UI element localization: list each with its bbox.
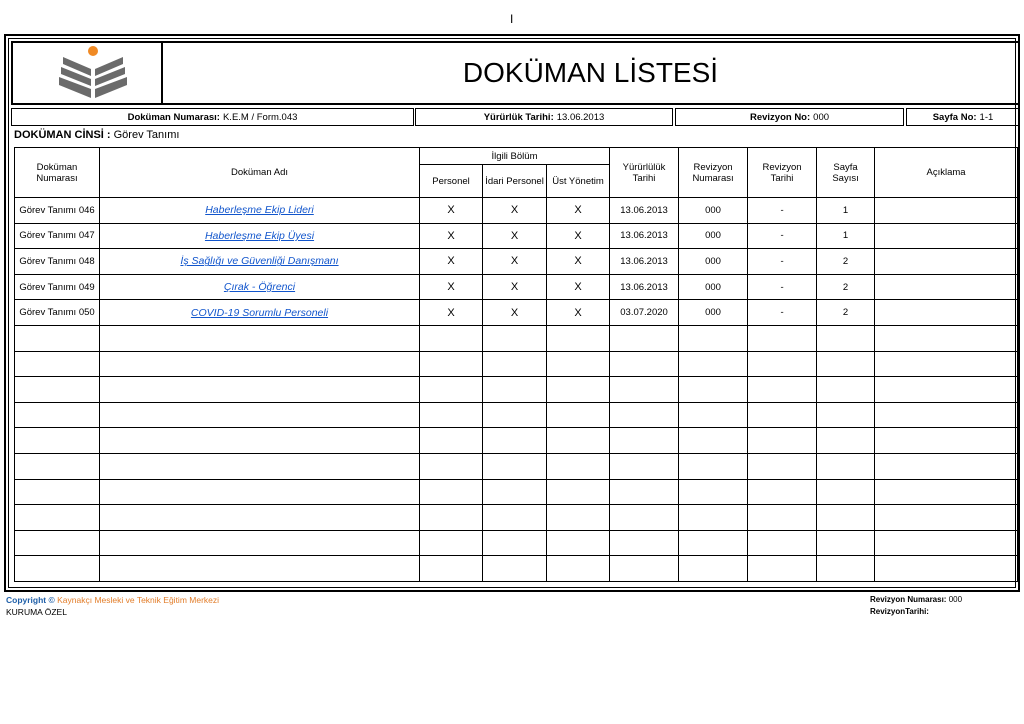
effective-date-cell: 13.06.2013 bbox=[610, 223, 679, 249]
empty-cell bbox=[15, 505, 100, 531]
empty-cell bbox=[817, 505, 875, 531]
empty-cell bbox=[100, 453, 420, 479]
empty-cell bbox=[420, 428, 483, 454]
empty-cell bbox=[483, 402, 547, 428]
pages-cell: 2 bbox=[817, 300, 875, 326]
empty-cell bbox=[547, 402, 610, 428]
empty-cell bbox=[748, 351, 817, 377]
empty-cell bbox=[483, 556, 547, 582]
footer-rev-no-value: 000 bbox=[948, 595, 963, 604]
empty-cell bbox=[610, 556, 679, 582]
empty-cell bbox=[483, 505, 547, 531]
empty-cell bbox=[420, 556, 483, 582]
empty-cell bbox=[610, 428, 679, 454]
empty-cell bbox=[817, 556, 875, 582]
rev-no-cell: 000 bbox=[679, 223, 748, 249]
col-related: İlgili Bölüm bbox=[420, 148, 610, 165]
pages-cell: 2 bbox=[817, 249, 875, 275]
effective-date-box bbox=[415, 108, 673, 126]
empty-cell bbox=[483, 530, 547, 556]
empty-cell bbox=[875, 556, 1018, 582]
effective-date-cell: 13.06.2013 bbox=[610, 198, 679, 224]
empty-row bbox=[15, 325, 1018, 351]
empty-cell bbox=[610, 402, 679, 428]
revision-box bbox=[675, 108, 904, 126]
empty-cell bbox=[748, 453, 817, 479]
rev-no-cell: 000 bbox=[679, 274, 748, 300]
empty-cell bbox=[679, 505, 748, 531]
rev-no-cell: 000 bbox=[679, 249, 748, 275]
doc-name-cell bbox=[100, 249, 420, 275]
notes-cell bbox=[875, 249, 1018, 275]
top-mark: I bbox=[510, 12, 514, 26]
empty-cell bbox=[875, 530, 1018, 556]
org-name: Kaynakçı Mesleki ve Teknik Eğitim Merkezi bbox=[57, 595, 220, 605]
empty-cell bbox=[875, 453, 1018, 479]
revision-label: Revizyon No: bbox=[749, 111, 811, 123]
empty-cell bbox=[748, 530, 817, 556]
empty-cell bbox=[748, 402, 817, 428]
empty-cell bbox=[875, 325, 1018, 351]
empty-cell bbox=[15, 402, 100, 428]
empty-row bbox=[15, 530, 1018, 556]
empty-cell bbox=[100, 377, 420, 403]
empty-cell bbox=[610, 505, 679, 531]
header-row bbox=[11, 41, 1020, 105]
footer-rev-date-label: RevizyonTarihi: bbox=[870, 607, 929, 616]
footer-right bbox=[870, 594, 962, 618]
rev-date-cell: - bbox=[748, 223, 817, 249]
empty-row bbox=[15, 556, 1018, 582]
empty-cell bbox=[15, 351, 100, 377]
pages-cell: 2 bbox=[817, 274, 875, 300]
empty-row bbox=[15, 479, 1018, 505]
empty-cell bbox=[100, 325, 420, 351]
empty-cell bbox=[483, 325, 547, 351]
empty-cell bbox=[817, 428, 875, 454]
footer-left bbox=[6, 594, 219, 618]
pages-cell: 1 bbox=[817, 198, 875, 224]
footer-rev-no-label: Revizyon Numarası: bbox=[870, 595, 947, 604]
col-doc-name: Doküman Adı bbox=[100, 148, 420, 198]
empty-cell bbox=[679, 556, 748, 582]
empty-cell bbox=[817, 377, 875, 403]
effective-date-label: Yürürlük Tarihi: bbox=[483, 111, 554, 123]
ust-cell: X bbox=[547, 249, 610, 275]
empty-cell bbox=[15, 453, 100, 479]
col-doc-no: Doküman Numarası bbox=[15, 148, 100, 198]
empty-cell bbox=[420, 453, 483, 479]
empty-cell bbox=[483, 351, 547, 377]
personel-cell: X bbox=[420, 223, 483, 249]
personel-cell: X bbox=[420, 198, 483, 224]
idari-cell: X bbox=[483, 223, 547, 249]
empty-cell bbox=[547, 453, 610, 479]
empty-cell bbox=[547, 556, 610, 582]
empty-cell bbox=[547, 325, 610, 351]
effective-date-cell: 13.06.2013 bbox=[610, 274, 679, 300]
book-stack-logo-icon bbox=[13, 43, 159, 103]
ust-cell: X bbox=[547, 300, 610, 326]
doc-link[interactable]: Haberleşme Ekip Üyesi bbox=[204, 229, 315, 242]
table-row bbox=[15, 249, 1018, 275]
empty-cell bbox=[610, 325, 679, 351]
page-number-label: Sayfa No: bbox=[932, 111, 977, 123]
empty-cell bbox=[875, 377, 1018, 403]
empty-cell bbox=[420, 325, 483, 351]
ust-cell: X bbox=[547, 198, 610, 224]
empty-cell bbox=[875, 428, 1018, 454]
doc-number-cell: Görev Tanımı 046 bbox=[15, 198, 100, 224]
empty-cell bbox=[547, 351, 610, 377]
notes-cell bbox=[875, 223, 1018, 249]
empty-cell bbox=[875, 351, 1018, 377]
pages-cell: 1 bbox=[817, 223, 875, 249]
empty-cell bbox=[679, 351, 748, 377]
empty-cell bbox=[679, 377, 748, 403]
doc-type bbox=[14, 129, 179, 141]
empty-cell bbox=[610, 453, 679, 479]
doc-number-cell: Görev Tanımı 050 bbox=[15, 300, 100, 326]
empty-cell bbox=[420, 479, 483, 505]
col-effective: Yürürlülük Tarihi bbox=[610, 148, 679, 198]
empty-cell bbox=[610, 351, 679, 377]
empty-cell bbox=[610, 377, 679, 403]
rev-date-cell: - bbox=[748, 300, 817, 326]
doc-link[interactable]: Çırak - Öğrenci bbox=[223, 281, 296, 294]
document-table bbox=[14, 147, 1018, 582]
empty-cell bbox=[420, 377, 483, 403]
idari-cell: X bbox=[483, 249, 547, 275]
empty-cell bbox=[15, 530, 100, 556]
empty-row bbox=[15, 351, 1018, 377]
empty-cell bbox=[483, 479, 547, 505]
ust-cell: X bbox=[547, 274, 610, 300]
col-pages: Sayfa Sayısı bbox=[817, 148, 875, 198]
empty-cell bbox=[875, 479, 1018, 505]
ust-cell: X bbox=[547, 223, 610, 249]
doc-number-box bbox=[11, 108, 414, 126]
empty-cell bbox=[15, 325, 100, 351]
col-idari: İdari Personel bbox=[483, 165, 547, 198]
doc-name-cell bbox=[100, 198, 420, 224]
meta-row bbox=[11, 108, 1020, 126]
empty-cell bbox=[100, 351, 420, 377]
empty-cell bbox=[817, 453, 875, 479]
empty-cell bbox=[679, 453, 748, 479]
doc-type-label: DOKÜMAN CİNSİ : bbox=[14, 129, 111, 141]
empty-cell bbox=[420, 505, 483, 531]
empty-cell bbox=[15, 377, 100, 403]
notes-cell bbox=[875, 300, 1018, 326]
doc-name-cell bbox=[100, 274, 420, 300]
page-number-value: 1-1 bbox=[979, 111, 994, 123]
table-row bbox=[15, 300, 1018, 326]
empty-cell bbox=[748, 505, 817, 531]
empty-cell bbox=[748, 428, 817, 454]
table-row bbox=[15, 223, 1018, 249]
empty-cell bbox=[679, 428, 748, 454]
logo-cell bbox=[13, 43, 163, 103]
empty-cell bbox=[547, 377, 610, 403]
personel-cell: X bbox=[420, 300, 483, 326]
doc-name-cell bbox=[100, 300, 420, 326]
doc-link[interactable]: İş Sağlığı ve Güvenliği Danışmanı bbox=[180, 255, 339, 268]
empty-cell bbox=[15, 479, 100, 505]
empty-cell bbox=[817, 351, 875, 377]
empty-cell bbox=[100, 556, 420, 582]
document-frame bbox=[4, 34, 1020, 592]
notes-cell bbox=[875, 274, 1018, 300]
idari-cell: X bbox=[483, 274, 547, 300]
col-personel: Personel bbox=[420, 165, 483, 198]
empty-cell bbox=[679, 479, 748, 505]
table-body bbox=[15, 198, 1018, 582]
idari-cell: X bbox=[483, 300, 547, 326]
table-row bbox=[15, 198, 1018, 224]
col-notes: Açıklama bbox=[875, 148, 1018, 198]
empty-cell bbox=[100, 505, 420, 531]
empty-cell bbox=[547, 530, 610, 556]
doc-number-label: Doküman Numarası: bbox=[127, 111, 220, 123]
doc-number-cell: Görev Tanımı 047 bbox=[15, 223, 100, 249]
empty-cell bbox=[100, 479, 420, 505]
empty-cell bbox=[817, 479, 875, 505]
col-rev-date: Revizyon Tarihi bbox=[748, 148, 817, 198]
empty-cell bbox=[483, 377, 547, 403]
empty-row bbox=[15, 428, 1018, 454]
rev-no-cell: 000 bbox=[679, 198, 748, 224]
private-label: KURUMA ÖZEL bbox=[6, 607, 67, 617]
idari-cell: X bbox=[483, 198, 547, 224]
empty-cell bbox=[483, 428, 547, 454]
rev-date-cell: - bbox=[748, 274, 817, 300]
effective-date-cell: 13.06.2013 bbox=[610, 249, 679, 275]
effective-date-cell: 03.07.2020 bbox=[610, 300, 679, 326]
empty-cell bbox=[817, 402, 875, 428]
empty-row bbox=[15, 402, 1018, 428]
empty-row bbox=[15, 453, 1018, 479]
empty-cell bbox=[610, 479, 679, 505]
empty-cell bbox=[817, 325, 875, 351]
empty-cell bbox=[748, 325, 817, 351]
empty-cell bbox=[15, 428, 100, 454]
doc-number-cell: Görev Tanımı 049 bbox=[15, 274, 100, 300]
doc-number-cell: Görev Tanımı 048 bbox=[15, 249, 100, 275]
page-title: DOKÜMAN LİSTESİ bbox=[462, 57, 719, 88]
empty-cell bbox=[875, 505, 1018, 531]
personel-cell: X bbox=[420, 249, 483, 275]
col-rev-no: Revizyon Numarası bbox=[679, 148, 748, 198]
empty-cell bbox=[748, 556, 817, 582]
empty-row bbox=[15, 505, 1018, 531]
page-number-box bbox=[906, 108, 1020, 126]
effective-date-value: 13.06.2013 bbox=[556, 111, 605, 123]
empty-cell bbox=[547, 479, 610, 505]
rev-date-cell: - bbox=[748, 198, 817, 224]
empty-cell bbox=[15, 556, 100, 582]
table-row bbox=[15, 274, 1018, 300]
empty-cell bbox=[420, 402, 483, 428]
doc-link[interactable]: Haberleşme Ekip Lideri bbox=[205, 204, 314, 217]
doc-name-cell bbox=[100, 223, 420, 249]
rev-no-cell: 000 bbox=[679, 300, 748, 326]
doc-link[interactable]: COVID-19 Sorumlu Personeli bbox=[190, 306, 329, 319]
empty-cell bbox=[817, 530, 875, 556]
doc-number-value: K.E.M / Form.043 bbox=[222, 111, 298, 123]
empty-cell bbox=[748, 377, 817, 403]
empty-row bbox=[15, 377, 1018, 403]
empty-cell bbox=[420, 530, 483, 556]
empty-cell bbox=[547, 505, 610, 531]
rev-date-cell: - bbox=[748, 249, 817, 275]
notes-cell bbox=[875, 198, 1018, 224]
empty-cell bbox=[420, 351, 483, 377]
col-ust: Üst Yönetim bbox=[547, 165, 610, 198]
revision-value: 000 bbox=[813, 111, 830, 123]
empty-cell bbox=[100, 402, 420, 428]
empty-cell bbox=[100, 530, 420, 556]
empty-cell bbox=[547, 428, 610, 454]
empty-cell bbox=[748, 479, 817, 505]
empty-cell bbox=[679, 402, 748, 428]
doc-type-value: Görev Tanımı bbox=[113, 129, 180, 141]
copyright-label: Copyright © bbox=[6, 595, 55, 605]
empty-cell bbox=[100, 428, 420, 454]
empty-cell bbox=[483, 453, 547, 479]
empty-cell bbox=[679, 530, 748, 556]
empty-cell bbox=[875, 402, 1018, 428]
empty-cell bbox=[679, 325, 748, 351]
personel-cell: X bbox=[420, 274, 483, 300]
empty-cell bbox=[610, 530, 679, 556]
